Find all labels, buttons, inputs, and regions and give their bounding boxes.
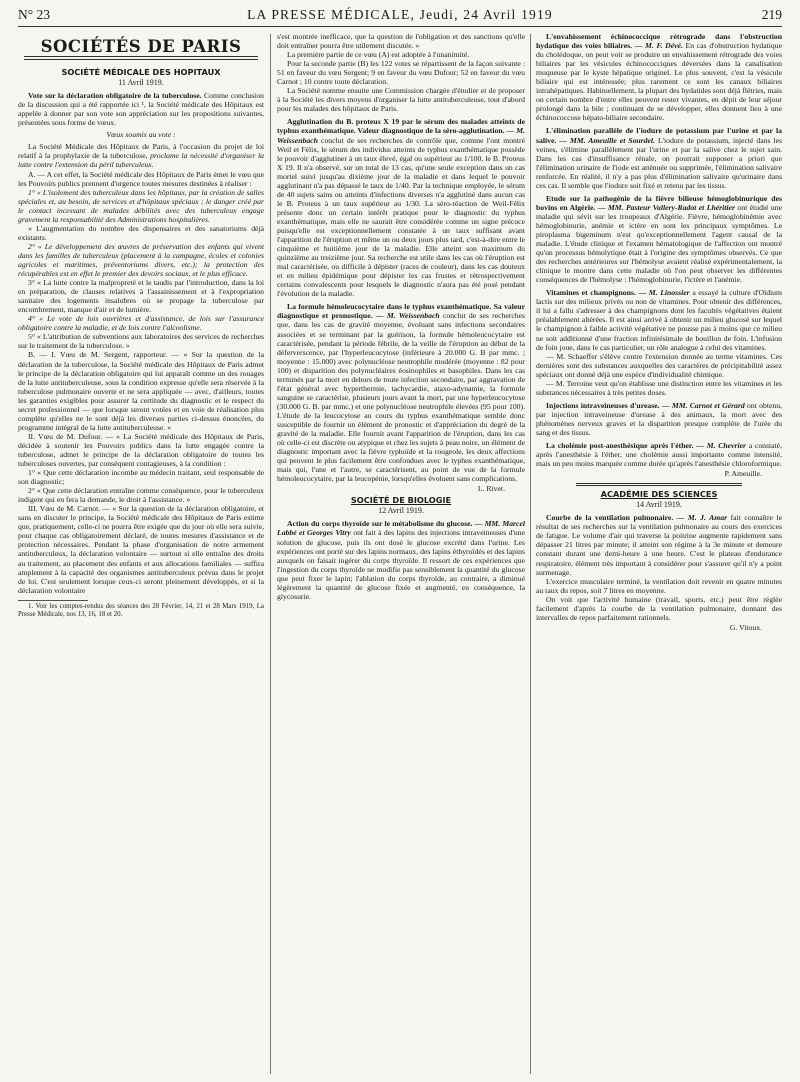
article-title: Etude sur la pathogénie de la fièvre bilieuse hémoglobinurique des bovins en Algérie. (536, 193, 782, 212)
paragraph: La Société Médicale des Hôpitaux de Paris, à l'occasion du projet de loi relatif à la prophylaxie de la tuberculose, proclame la nécessité d'organiser la lutte contre l'extension du péril tuberculeux. (18, 142, 264, 170)
paragraph: A. — A cet effet, la Société médicale des Hôpitaux de Paris émet le vœu que les Pouvoirs publics prennent d'urgence toutes mesures destinées à réaliser : (18, 169, 264, 188)
paragraph: Courbe de la ventilation pulmonaire. — M. J. Amar fait connaître le résultat de ses recherches sur la ventilation pulmonaire au cours des exercices de fatigue. Le volume d'air qui traverse la poitrine augmente rapidement sans dépasser 21 litres par minute; il atteint son régime à la 3e minute et demeure constant durant une demi-heure à une heure. C'est le plateau d'endurance respiratoire, élément très important à considérer pour s'assurer qu'il n'y a point surmenage. (536, 513, 782, 577)
page-number: 219 (761, 7, 782, 22)
paragraph: Etude sur la pathogénie de la fièvre bilieuse hémoglobinurique des bovins en Algérie. — MM. Pasteur Vallery-Radot et Lhéritier ont étudié une maladie qui sévit sur les troupeaux d'Algérie. Fièvre, hémoglobinémie avec hémoglobinurie, anémie et ictère en sont les principaux symptômes. Le piroplasma bigeminum n'est qu'exceptionnellement l'agent causal de la maladie. L'étude clinique et l'examen hématologique de l'affection ont montré qu'un processus hémolytique était à l'origine des symptômes observés. Ce que des recherches antérieures sur l'hémolyse avaient réalisé expérimentalement, la clinique le montre dans cette maladie où l'on peut observer les différentes conséquences de l'hémolyse : l'hémoglobinurie, l'ictère et l'anémie. (536, 193, 782, 285)
subheading: Vœux soumis au vote : (106, 130, 176, 140)
session-date: 14 Avril 1919. (636, 500, 682, 510)
column-divider (270, 34, 271, 1074)
article-title: L'envahissement échinococcique rétrograde dans l'obstruction hydatique des voies biliaires. (536, 32, 782, 51)
article-title: Action du corps thyroïde sur le métabolisme du glucose. (287, 519, 473, 529)
author: — MM. Pasteur Vallery-Radot et Lhéritier (597, 202, 735, 212)
article-title: Injections intraveineuses d'urease. (546, 400, 660, 410)
paragraph: Vitamines et champignons. — M. Linossier a essayé la culture d'Oïdium lactis sur des milieux privés ou non de vitamines. Pour obtenir des différences, il lui a fallu s'adresser à des champignons dont les facultés végétatives étaient préalablement altérées. Il est ainsi arrivé à obtenir un milieu glucosé sur lequel le champignon à faible activité végétative ne pousse pas à moins que ce milieu ne soit additionné d'une fraction infinitésimale de bouillon de foin. L'infusion de foin joue, dans le cas particulier, un rôle analogue à celui des vitamines. (536, 288, 782, 352)
section-rule (576, 483, 742, 486)
issue-number: N° 23 (18, 7, 51, 22)
paragraph: — M. Terroine veut qu'on établisse une distinction entre les vitamines et les substances nécessaires à très petites doses. (536, 378, 782, 397)
society-heading: SOCIÉTÉ MÉDICALE DES HOPITAUX (61, 67, 221, 78)
society-heading: ACADÉMIE DES SCIENCES (600, 489, 718, 500)
column-divider (530, 34, 531, 1074)
paragraph: III. Vœu de M. Carnot. — « Sur la question de la déclaration obligatoire, et sans en discuter le principe, la Société médicale des Hôpitaux de Paris estime que, pratiquement, celle-ci ne pourra être exigée que du jour où elle sera suivie, pour chaque cas obligatoirement déclaré, de toutes mesures d'assistance et de protection nécessaires. Pendant la phase d'organisation de notre armement antituberculeux, la déclaration volontaire — surtout si elle entraîne des droits au traitement, au placement des enfants et aux allocations familiales — suffira amplement à la capacité des organismes antituberculeux prévus dans le projet de loi. C'est seulement lorsque ceux-ci seront pleinement développés, et si la déclaration volontaire (18, 504, 264, 595)
author: — MM. Carnot et Gérard (661, 400, 745, 410)
paragraph: II. Vœu de M. Dufour. — « La Société médicale des Hôpitaux de Paris, décidée à soutenir les Pouvoirs publics dans la lutte engagée contre la tuberculose, admet le principe de la déclaration obligatoire de toutes les tuberculoses ouvertes, par conséquent contagieuses, à la condition : (18, 431, 264, 469)
journal-title: LA PRESSE MÉDICALE, Jeudi, 24 Avril 1919 (247, 7, 553, 22)
paragraph: La cholémie post-anesthésique après l'éther. — M. Chevrier a constaté, après l'anesthésie à l'éther, une cholémie aussi importante comme intensité, mais un peu moins marquée comme durée qu'après l'anesthésie chloroformique. (536, 441, 782, 469)
article-title: La formule hémoleucocytaire dans le typhus exanthématique. Sa valeur diagnostique et pronostique. (277, 302, 525, 321)
article-title: Agglutination du B. proteus X 19 par le sérum des malades atteints de typhus exanthématique. Valeur diagnostique de la séro-agglutination. (277, 117, 525, 136)
header-rule (18, 26, 782, 27)
paragraph: L'envahissement échinococcique rétrograde dans l'obstruction hydatique des voies biliaires. — M. F. Dévé. En cas d'obstruction hydatique du cholédoque, on peut voir se produire un envahissement rétrograde des voies biliaires par les vésicules échinococciques déversées dans la canalisation muqueuse par le kyste hépatique originel. Le plus souvent, c'est la vésicule biliaire qui est intéressée; plus rarement ce sont les canaux biliaires intrahépatiques. Habituellement, la plupart des hydatides sont déjà flétries, mais on certain nombre d'entre elles peuvent rester vivantes, en dépit de leur séjour prolongé dans la bile ; continuant de se développer, elles donnent lieu à une échinococcose hépato-biliaire secondaire. (536, 32, 782, 123)
article-title: Vitamines et champignons. (546, 288, 636, 298)
column-3 (536, 32, 782, 1078)
author: — MM. Marcel Labbé et Georges Vitry (277, 519, 525, 538)
author: — M. J. Amar (676, 513, 728, 523)
author: — M. F. Dévé. (634, 41, 683, 51)
paragraph: Action du corps thyroïde sur le métabolisme du glucose. — MM. Marcel Labbé et Georges Vitry ont fait à des lapins des injections intraveineuses d'une solution de glucose, puis ils ont dosé le glucose excrété dans l'urine. Les expériences ont porté sur des lapins normaux, des lapins éthyroïdés et des lapins auxquels on faisait ingérer du corps thyroïde. Il ressort de ces expériences que l'ingestion du corps thyroïde ne modifie pas sensiblement la quantité du glucose que peut fixer le lapin; l'ablation du corps thyroïde, au contraire, a diminué légèrement la quantité de glucose fixée et augmenté, en conséquence, la glycosurie. (277, 519, 525, 601)
paragraph: Pour la seconde partie (B) les 122 votes se répartissent de la façon suivante : 51 en faveur du vœu Sergent; 9 en faveur du vœu Dufour; 52 en faveur du vœu Carnot ; 10 contre toute déclaration. (277, 59, 525, 87)
paragraph: 1° « L'isolement des tuberculeux dans les hôpitaux, par la création de salles spéciales et, au besoin, de services et d'hôpitaux spéciaux ; le danger créé par le contact incessant de malades débilités avec des tuberculeux engage gravement la responsabilité des Administrations hospitalières. (18, 187, 264, 224)
paragraph: 5° « L'attribution de subventions aux laboratoires des services de recherches sur le traitement de la tuberculose. » (18, 332, 264, 351)
paragraph: « L'augmentation du nombre des dispensaires et des sanatoriums déjà existants. (18, 223, 264, 242)
paragraph: 4° « Le vote de lois ouvrières et d'assistance, de lois sur l'assurance obligatoire contre la maladie, et de lois contre l'alcoolisme. (18, 314, 264, 333)
paragraph: Agglutination du B. proteus X 19 par le sérum des malades atteints de typhus exanthématique. Valeur diagnostique de la séro-agglutination. — M. Weissenbach conclut de ses recherches de contrôle que, comme l'ont montré Weil et Félix, le sérum des individus atteints de typhus exanthématique possède le pouvoir d'agglutiner à un taux élevé, égal ou supérieur au 1/100, le B. Proteus X 19. Il n'a observé, sur un total de 13 cas, qu'une seule exception dans un cas mortel suivi jusqu'au dixième jour de la maladie et dans lequel le pouvoir agglutinant n'a pas dépassé le taux de 1/40. Par la technique employée, le sérum de 40 sujets sains ou atteints d'infections diverses n'a agglutiné dans aucun cas le B. Proteus à un taux supérieur au 1/30. La séro-réaction de Weil-Félix présente donc un certain intérêt pratique pour le diagnostic du typhus exanthématique, mais elle ne saurait être considérée comme un signe précoce puisqu'elle est exceptionnellement constatée à un taux suffisant avant l'apparition de l'éruption et même un ou deux jours plus tard, c'est-à-dire entre le cinquième et huitième jour de la maladie. Elle atteint son maximum du quinzième au treizième jour. Sa recherche est utile dans les cas où l'éruption est mal caractérisée, ou difficile à dépister (races de couleur), dans les cas douteux et en milieu épidémique pour dépister les cas frustes et rétrospectivement certains convalescents pour lesquels le diagnostic n'aura pas été posé pendant l'évolution de la maladie. (277, 117, 525, 299)
paragraph: La formule hémoleucocytaire dans le typhus exanthématique. Sa valeur diagnostique et pronostique. — M. Weissenbach conclut de ses recherches que, dans les cas de gravité moyenne, évoluant sans infections secondaires associées et se terminant par la guérison, la formule hémoleucocytaire est caractérisée, pendant la période fébrile, de la veille de l'éruption au début de la déferverscence, par l'hyperleucocytose (inférieure à 20.000 G. B par mmc. ; moyenne : 15.000) avec polynucléose neutrophile modérée (moyenne : 82 pour 100) et disparition des polynucléaires éosinophiles et basophiles. Dans les cas terminés par la mort en dehors de toute infection secondaire, par aggravation de l'état général avec hyperthermie, tachycardie, ataxo-adynamie, la formule sanguine se caractérise, plusieurs jours avant la mort, par une hyperleucocytose (30.000 G. B. par mmc.) et une polynucléose neutrophile élevées (95 pour 100). L'étude de la leucocytose au cours du typhus exanthématique semble donc susceptible de fournir un élément de pronostic et d'appréciation du degré de la gravité de la maladie. Elle fournit avant l'apparition de l'éruption, dans les cas où celle-ci est discrète ou atypique et chez les sujets à peau noire, un élément de diagnostic important avec la fièvre typhoïde et la rougeole, les deux affections qui peuvent le plus facilement être confondues avec le typhus exanthématique, mais qui, l'une et l'autre, se caractérisent, au point de vue de la formule hémoleucocytaire, par la leucopénie, lorsqu'elles évoluent sans complications. (277, 302, 525, 484)
signature: L. Rivet. (477, 484, 505, 494)
society-heading: SOCIÉTÉ DE BIOLOGIE (350, 495, 452, 506)
author: — M. Weissenbach (277, 126, 525, 145)
footnote-rule (18, 600, 88, 601)
paragraph: s'est montrée inefficace, que la question de l'obligation et des sanctions qu'elle doit entraîner pourra être utilement discutée. » (277, 32, 525, 51)
footnote: 1. Voir les comptes-rendus des séances des 28 Février, 14, 21 et 28 Mars 1919, La Presse Médicale, nos 13, 16, 18 et 20. (18, 602, 264, 618)
paragraph: 2° « Le développement des œuvres de préservation des enfants qui vivent dans les familles de tuberculeux (placement à la campagne, écoles et colonies agricoles et maritimes, préventoriums divers, etc.); la protection des récupérables est en effet le premier des devoirs sociaux, et le plus efficace. (18, 241, 264, 279)
session-date: 11 Avril 1919. (118, 78, 164, 88)
paragraph: On voit que l'activité humaine (travail, sports, etc.) peut être réglée facilement d'après la courbe de la ventilation pulmonaire, donnant des intervalles de repos parfaitement rationnels. (536, 594, 782, 622)
section-masthead: SOCIÉTÉS DE PARIS (40, 37, 242, 56)
paragraph: 2° « Que cette déclaration entraîne comme conséquence, pour le tuberculeux indigent qui en fera la demande, le droit à l'assistance. » (18, 486, 264, 505)
author: — MM. Ameuille et Sourdel. (559, 135, 655, 145)
column-2 (277, 32, 525, 1078)
article-title: La cholémie post-anesthésique après l'éther. (546, 441, 694, 451)
session-date: 12 Avril 1919. (378, 506, 424, 516)
author: — M. Chevrier (696, 441, 746, 451)
paragraph: B. — I. Vœu de M. Sergent, rapporteur. — « Sur la question de la déclaration de la tuberculose, la Société médicale des Hôpitaux de Paris admet le principe de la déclaration obligatoire qui lui apparaît comme un des rouages de la lutte antituberculeuse, sous la condition expresse qu'elle sera réservée à la tuberculose pulmonaire ouverte et ne sera appliquée — avec, d'ailleurs, toutes les garanties exigibles pour assurer la certitude du diagnostic et le respect du secret professionnel — que lorsque seront votées et en voie de réalisation plus complète qu'elles ne le sont déjà les diverses parties ci-dessus énoncées, du programme intégral de la lutte antituberculeuse. » (18, 350, 264, 432)
paragraph: Injections intraveineuses d'urease. — MM. Carnot et Gérard ont obtenu, par injection intraveineuse d'urease à des animaux, la mort avec des phénomènes nerveux graves et la disparition presque complète de l'urée du sang et des tissus. (536, 400, 782, 437)
author: — M. Weissenbach (375, 311, 440, 321)
paragraph: La Société nomme ensuite une Commission chargée d'étudier et de proposer à la Société les divers moyens d'organiser la lutte antituberculeuse, tout d'abord pour les malades des hôpitaux de Paris. (277, 86, 525, 114)
paragraph: Vote sur la déclaration obligatoire de la tuberculose. Comme conclusion de la discussion qui a été rapportée ici ¹, la Société médicale des Hôpitaux est appelée à donner par son vote son appréciation sur les propositions suivantes, présentées sous forme de vœux. (18, 91, 264, 128)
paragraph: 1° « Que cette déclaration incombe au médecin traitant, seul responsable de son diagnostic; (18, 468, 264, 487)
signature: P. Ameuille. (724, 469, 762, 479)
paragraph: La première partie de ce vœu (A) est adoptée à l'unanimité. (287, 50, 470, 60)
author: — M. Linossier (638, 288, 690, 298)
paragraph: L'exercice musculaire terminé, la ventilation doit revenir en quatre minutes au taux du repos, soit 7 litres en moyenne. (536, 576, 782, 595)
article-title: Vote sur la déclaration obligatoire de la tuberculose. (28, 91, 202, 101)
paragraph: L'élimination parallèle de l'iodure de potassium par l'urine et par la salive. — MM. Ameuille et Sourdel. L'iodure de potassium, injecté dans les veines, s'élimine parallèlement par l'urine et par la salive chez le sujet sain. Dans les cas d'insuffisance rénale, on pourrait supposer a priori que l'élimination urinaire de l'iode est atténuée ou supprimée, l'élimination salivaire renforcée. En réalité, il n'y a pas plus d'élimination salivaire qu'urinaire dans ces cas. Il semble que l'iodure soit fixé et retenu par les tissus. (536, 126, 782, 190)
column-1 (18, 32, 264, 1078)
running-header (18, 7, 782, 25)
article-title: Courbe de la ventilation pulmonaire. (546, 513, 674, 523)
signature: G. Vitoux. (729, 622, 762, 632)
paragraph: 3° « La lutte contre la malpropreté et le taudis par l'introduction, dans la loi en préparation, de clauses relatives à l'assainissement et à l'expropriation sanitaire des logements insalubres où se propage la tuberculose par encombrement, manque d'air et de lumière. (18, 278, 264, 315)
masthead-rule (24, 56, 258, 60)
article-title: L'élimination parallèle de l'iodure de potassium par l'urine et par la salive. (536, 126, 782, 145)
paragraph: — M. Schaeffer s'élève contre l'extension donnée au terme vitamines. Ces dernières sont des substances auxquelles des caractères de précipitabilité assez spéciaux ont donné déjà une espèce d'individualité chimique. (536, 351, 782, 379)
